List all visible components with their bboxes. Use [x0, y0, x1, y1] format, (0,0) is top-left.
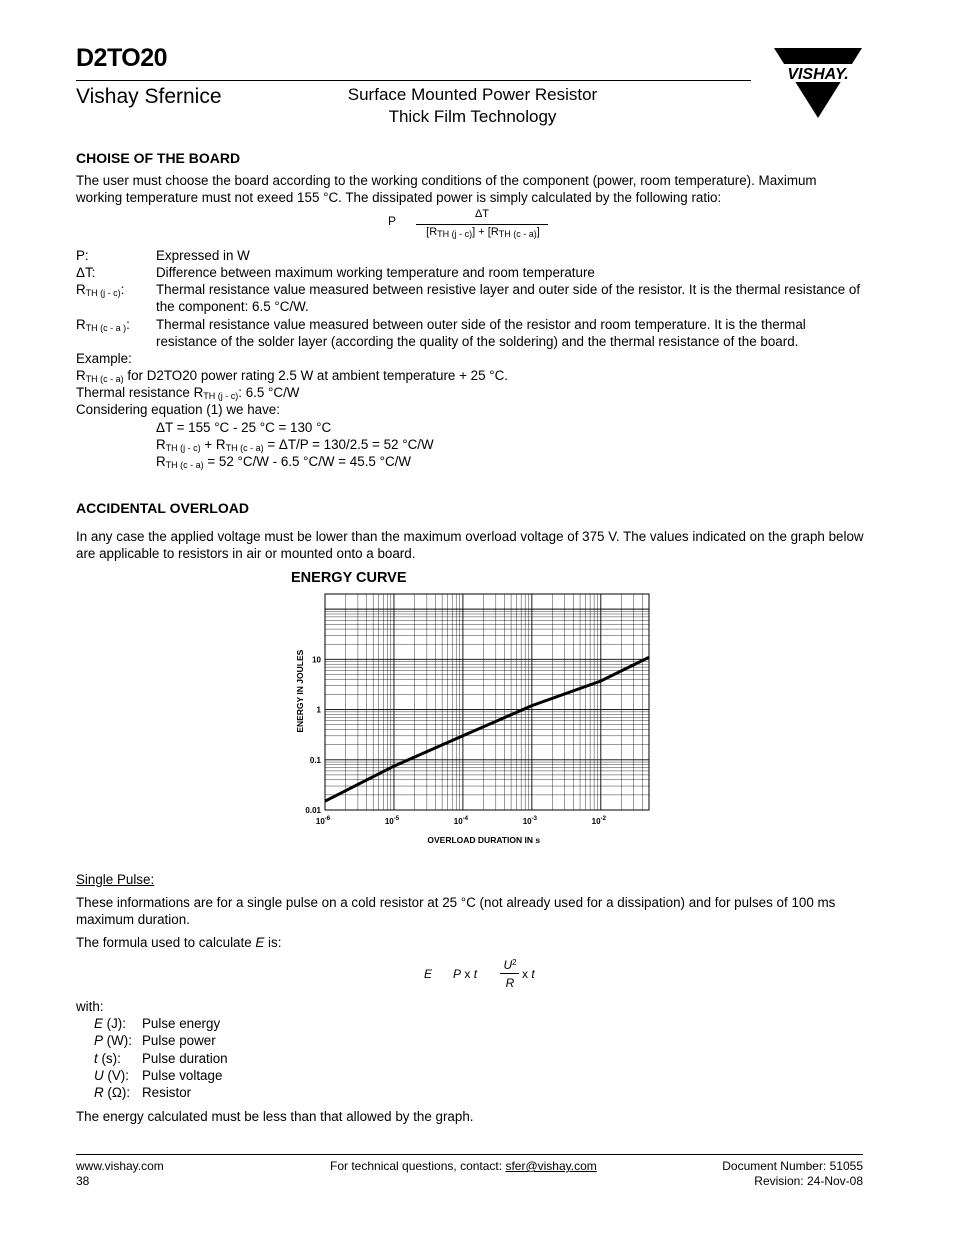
subtitle-line-2: Thick Film Technology [388, 107, 557, 126]
formula-intro: The formula used to calculate E is: [76, 935, 282, 950]
single-pulse-para: These informations are for a single pulse on a cold resistor at 25 °C (not already used for a dissipation) and for pulses of 100 ms maximum duration. [76, 895, 836, 927]
example-line-3: Considering equation (1) we have: [76, 402, 280, 417]
document-title: D2TO20 [76, 44, 168, 72]
example-line-1: $R_{TH (c - a)}$ for D2TO20 power rating 2.5 W at ambient temperature + 25 °C. [76, 368, 508, 384]
def-value: Difference between maximum working temperature and room temperature [156, 265, 595, 280]
contact-email-link[interactable]: sfer@vishay.com [505, 1159, 597, 1173]
den-part-b: ] + [R [472, 226, 499, 238]
energy-curve-chart [290, 588, 670, 848]
x-tick-label: $10^{-3}$ [522, 816, 537, 826]
header-rule [76, 80, 751, 81]
board-intro: The user must choose the board according to the working conditions of the component (power, room temperature). Maximum working temperature must not exeed 155 °C. The dissipated power is simply calculated by the following ratio: [76, 173, 817, 205]
def-value: Thermal resistance value measured between resistive layer and outer side of the resistor. It is the thermal resistance of the component: 6.5 °C/W. [156, 282, 861, 314]
def-key: $R_{TH (j - c)}$: [76, 282, 125, 298]
logo-text: VISHAY. [787, 66, 849, 83]
equation-3: $R_{TH (c - a)} = 52$ °C/W - 6.5 °C/W = 45.5 °C/W [156, 454, 411, 470]
footer-rule [76, 1154, 863, 1155]
section-heading-board: CHOISE OF THE BOARD [76, 150, 241, 166]
footer-contact: For technical questions, contact: sfer@vishay.com [330, 1159, 597, 1173]
energy-formula-r: R [505, 976, 515, 990]
formula-bar [416, 224, 548, 225]
def-key: P: [76, 248, 89, 263]
var-row-t: t (s): Pulse duration [94, 1051, 228, 1066]
def-key: $R_{TH (c - a )}$: [76, 317, 130, 333]
energy-formula-pt: P x t [453, 967, 478, 981]
single-pulse-heading: Single Pulse: [76, 872, 155, 887]
formula-numerator: ΔT [474, 208, 490, 220]
den-sub-b: TH (c - a) [498, 229, 537, 239]
equation-2: $R_{TH (j - c)} + R_{TH (c - a)} = \Delta T/P = 130/2.5 = 52$ °C/W [156, 437, 434, 453]
x-tick-label: $10^{-4}$ [453, 816, 469, 826]
section-heading-overload: ACCIDENTAL OVERLOAD [76, 500, 249, 516]
with-label: with: [76, 999, 104, 1014]
footer-page-number: 38 [76, 1174, 90, 1188]
den-sub-a: TH (j - c) [437, 229, 473, 239]
footer-website[interactable]: www.vishay.com [76, 1159, 164, 1173]
footer-doc-number: Document Number: 51055 [722, 1159, 863, 1173]
chart-title: ENERGY CURVE [291, 570, 407, 586]
footer-revision: Revision: 24-Nov-08 [754, 1174, 863, 1188]
y-tick-label: 10 [312, 655, 321, 665]
example-line-2: Thermal resistance $R_{TH (j - c)}$: 6.5 °C/W [76, 385, 300, 401]
overload-intro: In any case the applied voltage must be lower than the maximum overload voltage of 375 V. The values indicated on the graph below are applicable to resistors in air or mounted onto a board. [76, 529, 864, 561]
def-key: ΔT: [76, 265, 96, 280]
formula-lhs: P [388, 214, 397, 228]
y-tick-label: 0.1 [309, 755, 321, 765]
def-value: Expressed in W [156, 248, 250, 263]
subtitle-line-1: Surface Mounted Power Resistor [347, 85, 598, 104]
energy-formula-u2: $U^2$ [503, 958, 517, 972]
var-row-r: R (Ω): Resistor [94, 1085, 192, 1100]
equation-1: ΔT = 155 °C - 25 °C = 130 °C [156, 420, 332, 435]
closing-note: The energy calculated must be less than that allowed by the graph. [76, 1109, 474, 1124]
x-axis-label: OVERLOAD DURATION IN s [427, 835, 541, 845]
company-name: Vishay Sfernice [76, 85, 222, 108]
energy-formula-xt: x t [522, 967, 535, 981]
footer-right [660, 1159, 863, 1189]
y-tick-label: 0.01 [305, 806, 321, 815]
document-subtitle [300, 84, 645, 128]
formula-denominator [416, 226, 550, 239]
var-row-e: E (J): Pulse energy [94, 1016, 221, 1031]
footer-left [76, 1159, 164, 1189]
var-row-u: U (V): Pulse voltage [94, 1068, 223, 1083]
vishay-logo [770, 44, 866, 120]
logo-triangle [774, 48, 862, 118]
x-tick-label: $10^{-5}$ [384, 816, 400, 826]
example-label: Example: [76, 351, 132, 366]
den-part-c: ] [536, 226, 540, 238]
def-value: Thermal resistance value measured between outer side of the resistor and room temperature. It is the thermal resistance of the solder layer (according the quality of the soldering) and the thermal resistance of the board. [156, 317, 806, 349]
var-row-p: P (W): Pulse power [94, 1033, 216, 1048]
y-axis-label: ENERGY IN JOULES [295, 649, 305, 733]
y-tick-label: 1 [316, 705, 321, 715]
x-tick-label: $10^{-6}$ [315, 816, 331, 826]
energy-formula-E: E [424, 967, 433, 981]
x-tick-label: $10^{-2}$ [591, 816, 606, 826]
energy-formula-bar [500, 973, 519, 974]
den-part-a: [R [426, 226, 438, 238]
